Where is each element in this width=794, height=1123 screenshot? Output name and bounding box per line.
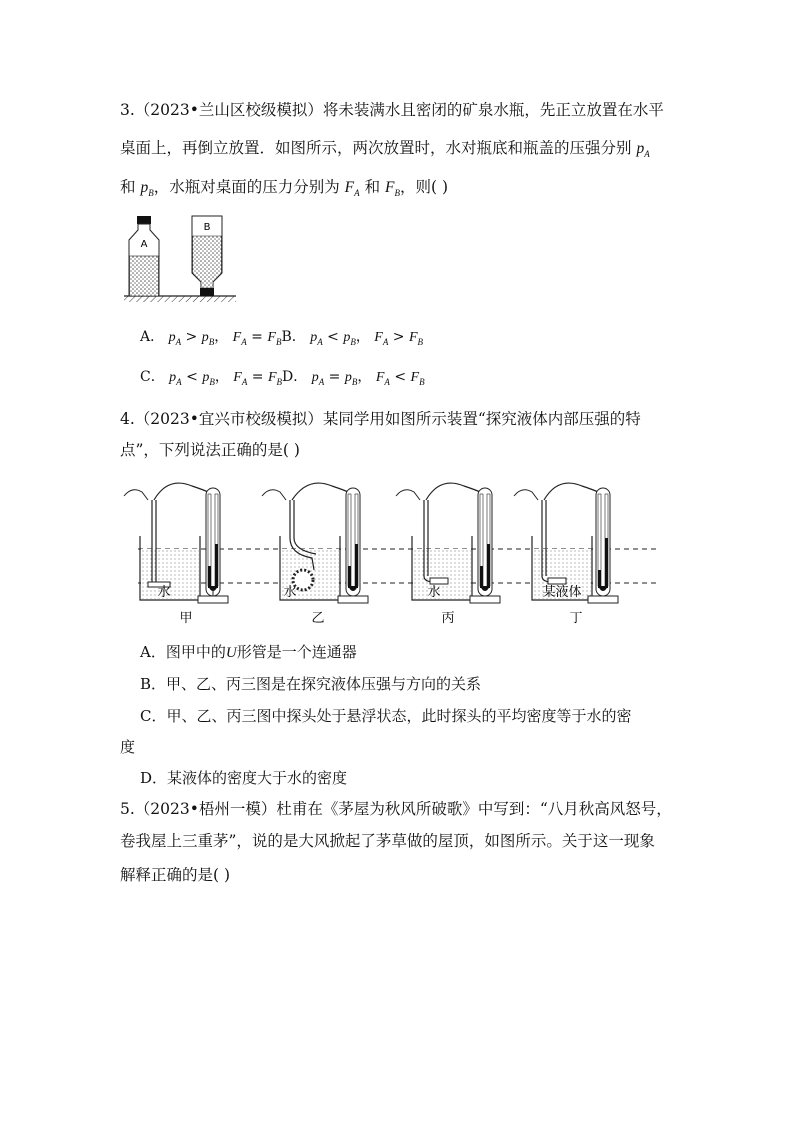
q4-caption-ding: 丁 bbox=[569, 611, 583, 626]
q4-option-a-pre: A．图甲中的 bbox=[140, 643, 226, 661]
q4-apparatus-jia bbox=[124, 483, 228, 626]
q4-liquid-label-2: 水 bbox=[283, 585, 297, 600]
q5-line-1: 5.（2023•梧州一模）杜甫在《茅屋为秋风所破歌》中写到：“八月秋高风怒号， bbox=[120, 800, 672, 818]
q3-option-c-label: C． bbox=[140, 369, 165, 385]
q3-line-3: 和 $p_B$，水瓶对桌面的压力分别为 $F_A$ 和 $F_B$，则( ) bbox=[120, 178, 449, 199]
q3-option-a-label: A． bbox=[140, 329, 165, 345]
q4-apparatus-bing bbox=[396, 483, 500, 626]
q3-option-b-label: B． bbox=[281, 329, 306, 345]
q3-option-d-label: D． bbox=[282, 369, 308, 385]
q4-caption-yi: 乙 bbox=[311, 611, 325, 626]
q4-caption-bing: 丙 bbox=[441, 611, 455, 626]
q4-liquid-label-1: 水 bbox=[157, 585, 171, 600]
q4-apparatus-ding bbox=[514, 483, 618, 626]
q4-pressure-figure bbox=[118, 478, 678, 628]
q4-option-c-line-1: C．甲、乙、丙三图中探头处于悬浮状态，此时探头的平均密度等于水的密 bbox=[140, 707, 632, 725]
q4-caption-jia: 甲 bbox=[179, 611, 193, 626]
q3-line-2-text: 桌面上，再倒立放置．如图所示，两次放置时，水对瓶底和瓶盖的压强分别 bbox=[120, 139, 632, 157]
q3-line-1: 3.（2023•兰山区校级模拟）将未装满水且密闭的矿泉水瓶，先正立放置在水平 bbox=[120, 101, 664, 119]
q4-option-a bbox=[140, 642, 357, 663]
q3-line-2: 桌面上，再倒立放置．如图所示，两次放置时，水对瓶底和瓶盖的压强分别 $p_A$ bbox=[120, 139, 650, 160]
q4-apparatus-yi bbox=[262, 483, 368, 626]
q4-liquid-label-4: 某液体 bbox=[542, 585, 582, 600]
q4-line-2: 点”，下列说法正确的是( ) bbox=[120, 441, 300, 459]
q3-bottle-figure bbox=[120, 212, 240, 304]
q3-text-force: ，水瓶对桌面的压力分别为 bbox=[153, 178, 340, 196]
q4-option-a-post: 形管是一个连通器 bbox=[236, 643, 357, 661]
q4-liquid-label-3: 水 bbox=[427, 585, 441, 600]
q4-option-d: D．某液体的密度大于水的密度 bbox=[140, 769, 348, 787]
q3-fig-label-a: A bbox=[140, 239, 148, 250]
q3-text-and-1: 和 bbox=[120, 178, 136, 196]
q3-text-then: ，则( ) bbox=[399, 178, 449, 196]
q3-fig-label-b: B bbox=[203, 222, 211, 233]
q4-option-c-line-2: 度 bbox=[120, 738, 136, 756]
q5-line-2: 卷我屋上三重茅”，说的是大风掀起了茅草做的屋顶，如图所示。关于这一现象 bbox=[120, 832, 655, 850]
q3-options-ab: A． $p_A > p_B$， $F_A = F_BB$． $p_A < p_B$， $F_A > F_B$ bbox=[140, 329, 424, 347]
q4-option-a-u: U bbox=[225, 645, 237, 661]
q4-option-b: B．甲、乙、丙三图是在探究液体压强与方向的关系 bbox=[140, 675, 482, 693]
q5-line-3: 解释正确的是( ) bbox=[120, 866, 231, 884]
q4-line-1: 4.（2023•宜兴市校级模拟）某同学用如图所示装置“探究液体内部压强的特 bbox=[120, 410, 641, 428]
q3-options-cd: C． $p_A < p_B$， $F_A = F_BD$． $p_A = p_B$， $F_A < F_B$ bbox=[140, 369, 425, 387]
q3-text-and-2: 和 bbox=[364, 178, 381, 196]
